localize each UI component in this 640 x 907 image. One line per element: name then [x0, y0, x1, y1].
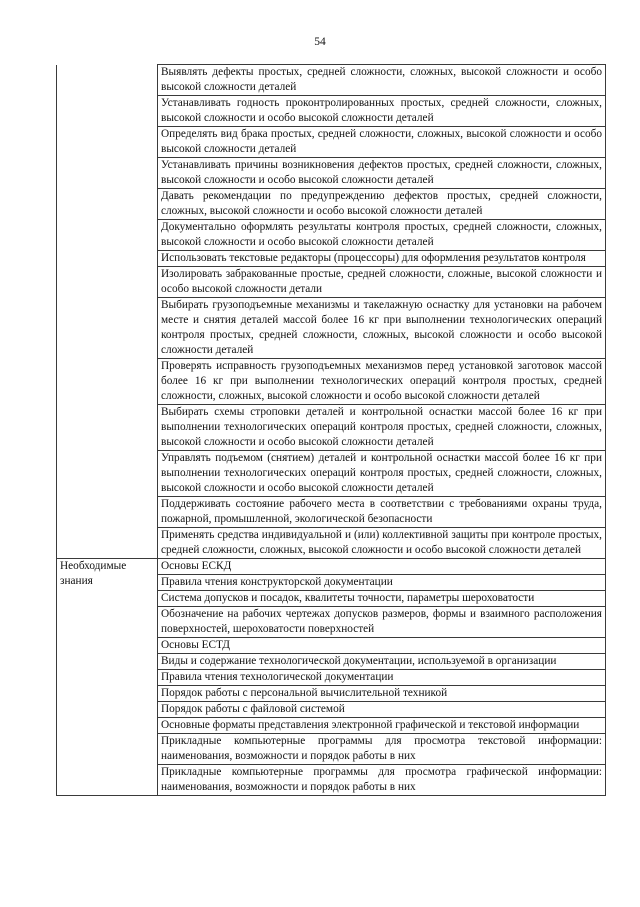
skill-cell: Давать рекомендации по предупреждению дефектов простых, средней сложности, сложных, высокой сложности и особо высокой сложности деталей: [158, 189, 606, 220]
table-row: [57, 497, 606, 528]
table-row: [57, 189, 606, 220]
table-row: [57, 528, 606, 559]
knowledge-section: [57, 559, 606, 796]
skill-cell: Проверять исправность грузоподъемных механизмов перед установкой заготовок массой более 16 кг при выполнении технологических операций контроля простых, средней сложности, сложных, высокой сложности и особо высокой сложности деталей: [158, 359, 606, 405]
knowledge-cell: Порядок работы с файловой системой: [158, 702, 606, 718]
table-row: [57, 451, 606, 497]
skill-cell: Использовать текстовые редакторы (процессоры) для оформления результатов контроля: [158, 251, 606, 267]
table-row: [57, 127, 606, 158]
skill-cell: Управлять подъемом (снятием) деталей и контрольной оснастки массой более 16 кг при выполнении технологических операций контроля простых, средней сложности, сложных, высокой сложности и особо высокой сложности деталей: [158, 451, 606, 497]
competency-table: [56, 64, 606, 796]
knowledge-cell: Основы ЕСКД: [158, 559, 606, 575]
skill-cell: Выбирать грузоподъемные механизмы и такелажную оснастку для установки на рабочем месте и снятия деталей массой более 16 кг при выполнении технологических операций контроля простых, средней сложности, сложных, высокой сложности и особо высокой сложности деталей: [158, 298, 606, 359]
skill-cell: Документально оформлять результаты контроля простых, средней сложности, сложных, высокой сложности и особо высокой сложности деталей: [158, 220, 606, 251]
page-number: 54: [314, 36, 326, 48]
table-row: [57, 559, 606, 575]
table-row: [57, 251, 606, 267]
skill-cell: Поддерживать состояние рабочего места в соответствии с требованиями охраны труда, пожарной, промышленной, экологической безопасности: [158, 497, 606, 528]
skill-cell: Применять средства индивидуальной и (или) коллективной защиты при контроле простых, средней сложности, сложных, высокой сложности и особо высокой сложности деталей: [158, 528, 606, 559]
skill-cell: Устанавливать годность проконтролированных простых, средней сложности, сложных, высокой сложности и особо высокой сложности деталей: [158, 96, 606, 127]
knowledge-cell: Порядок работы с персональной вычислительной техникой: [158, 686, 606, 702]
table-row: [57, 220, 606, 251]
knowledge-cell: Правила чтения технологической документации: [158, 670, 606, 686]
skill-cell: Изолировать забракованные простые, средней сложности, сложные, высокой сложности и особо высокой сложности детали: [158, 267, 606, 298]
knowledge-cell: Основы ЕСТД: [158, 638, 606, 654]
table-row: [57, 267, 606, 298]
table-row: [57, 158, 606, 189]
table-row: [57, 359, 606, 405]
skill-cell: Определять вид брака простых, средней сложности, сложных, высокой сложности и особо высокой сложности деталей: [158, 127, 606, 158]
table-row: [57, 298, 606, 359]
knowledge-label: Необходимые знания: [57, 559, 158, 796]
skill-cell: Выбирать схемы строповки деталей и контрольной оснастки массой более 16 кг при выполнении технологических операций контроля простых, средней сложности, сложных, высокой сложности и особо высокой сложности деталей: [158, 405, 606, 451]
knowledge-cell: Прикладные компьютерные программы для просмотра графической информации: наименования, возможности и порядок работы в них: [158, 765, 606, 796]
table-row: [57, 65, 606, 96]
table-row: [57, 405, 606, 451]
skills-section: [57, 65, 606, 559]
knowledge-cell: Виды и содержание технологической документации, используемой в организации: [158, 654, 606, 670]
knowledge-cell: Основные форматы представления электронной графической и текстовой информации: [158, 718, 606, 734]
table-row: [57, 96, 606, 127]
knowledge-cell: Прикладные компьютерные программы для просмотра текстовой информации: наименования, возможности и порядок работы в них: [158, 734, 606, 765]
knowledge-cell: Обозначение на рабочих чертежах допусков размеров, формы и взаимного расположения поверхностей, шероховатости поверхностей: [158, 607, 606, 638]
knowledge-cell: Система допусков и посадок, квалитеты точности, параметры шероховатости: [158, 591, 606, 607]
skill-cell: Выявлять дефекты простых, средней сложности, сложных, высокой сложности и особо высокой сложности деталей: [158, 65, 606, 96]
skill-cell: Устанавливать причины возникновения дефектов простых, средней сложности, сложных, высокой сложности и особо высокой сложности деталей: [158, 158, 606, 189]
knowledge-cell: Правила чтения конструкторской документации: [158, 575, 606, 591]
